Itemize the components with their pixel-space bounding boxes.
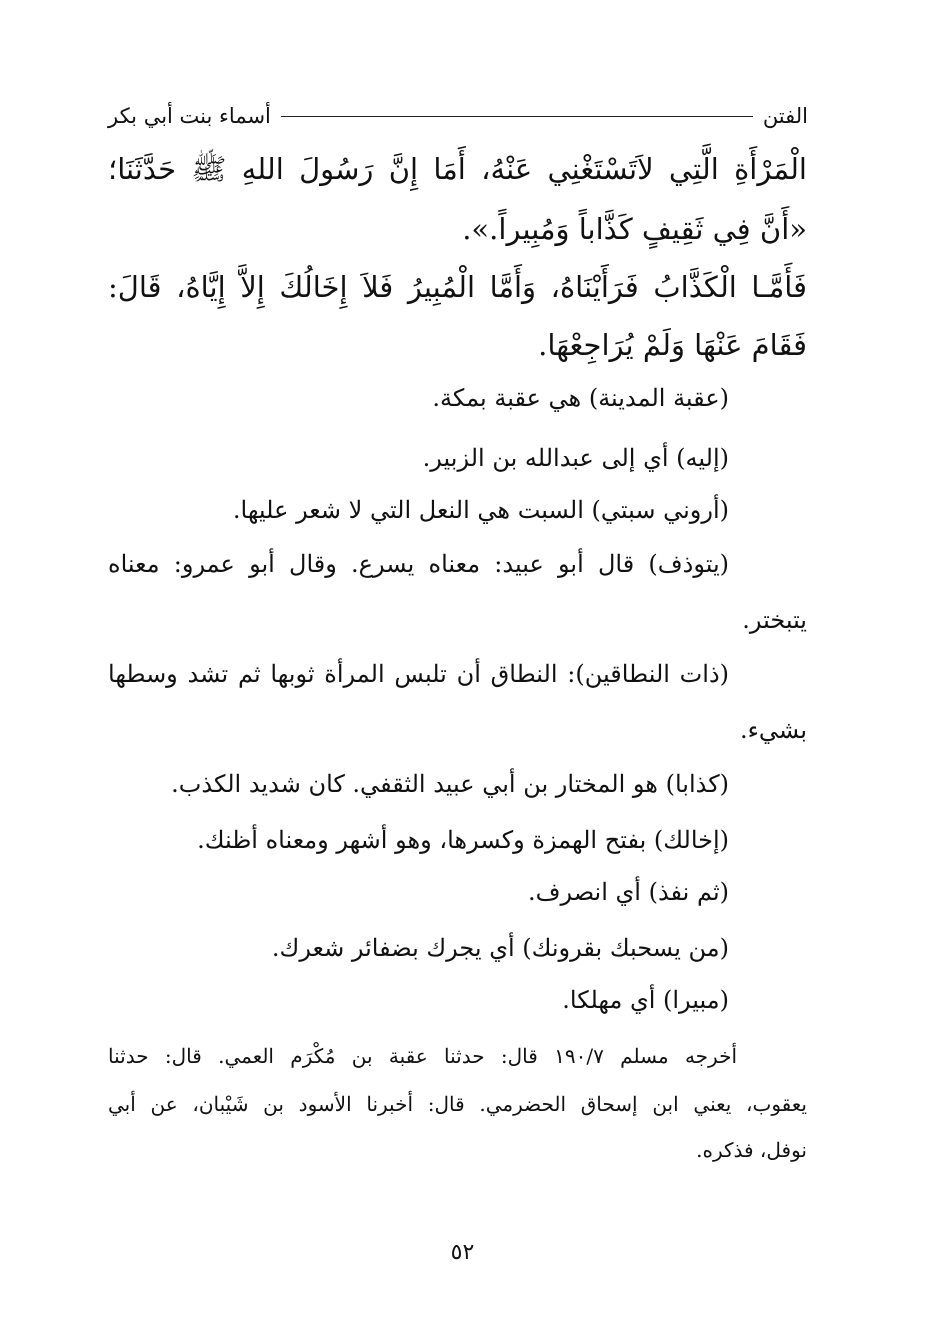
- header-section: أسماء بنت أبي بكر: [108, 104, 271, 128]
- gloss-line: (ثم نفذ) أي انصرف.: [527, 878, 729, 906]
- header-chapter: الفتن: [762, 104, 808, 128]
- gloss-line: (ذات النطاقين): النطاق أن تلبس المرأة ثوبها ثم تشد وسطها: [108, 660, 729, 688]
- gloss-line: (كذابا) هو المختار بن أبي عبيد الثقفي. كان شديد الكذب.: [171, 770, 729, 798]
- gloss-line: (إليه) أي إلى عبدالله بن الزبير.: [422, 444, 729, 472]
- page-number: ٥٢: [450, 1240, 475, 1265]
- gloss-line: بشيء.: [739, 716, 807, 744]
- gloss-line: (مبيرا) أي مهلكا.: [562, 986, 729, 1014]
- gloss-line: (أروني سبتي) السبت هي النعل التي لا شعر عليها.: [232, 496, 729, 524]
- gloss-line: (من يسحبك بقرونك) أي يجرك بضفائر شعرك.: [271, 934, 729, 962]
- running-header: [108, 100, 808, 132]
- footnote-line: نوفل، فذكره.: [696, 1138, 807, 1162]
- gloss-line: يتبختر.: [742, 606, 807, 634]
- header-rule: [281, 116, 753, 117]
- gloss-line: (عقبة المدينة) هي عقبة بمكة.: [432, 384, 729, 412]
- gloss-line: (إخالك) بفتح الهمزة وكسرها، وهو أشهر ومعناه أظنك.: [197, 826, 729, 854]
- verse-line: الْمَرْأَةِ الَّتِي لاَتَسْتَغْنِي عَنْهُ، أَمَا إِنَّ رَسُولَ اللهِ ﷺ حَدَّثَنَا؛: [108, 152, 807, 186]
- verse-line: «أَنَّ فِي ثَقِيفٍ كَذَّاباً وَمُبِيراً.».: [462, 212, 807, 246]
- verse-line: فَقَامَ عَنْهَا وَلَمْ يُرَاجِعْهَا.: [538, 328, 807, 362]
- footnote-line: يعقوب، يعني ابن إسحاق الحضرمي. قال: أخبرنا الأسود بن شَيْبان، عن أبي: [108, 1092, 807, 1116]
- verse-line: فَأَمَّـا الْكَذَّابُ فَرَأَيْنَاهُ، وَأَمَّا الْمُبِيرُ فَلاَ إِخَالُكَ إِلاَّ إِيَّاهُ، قَالَ:: [108, 270, 807, 304]
- footnote-line: أخرجه مسلم ١٩٠/٧ قال: حدثنا عقبة بن مُكْرَم العمي. قال: حدثنا: [108, 1044, 737, 1068]
- gloss-line: (يتوذف) قال أبو عبيد: معناه يسرع. وقال أبو عمرو: معناه: [108, 550, 729, 578]
